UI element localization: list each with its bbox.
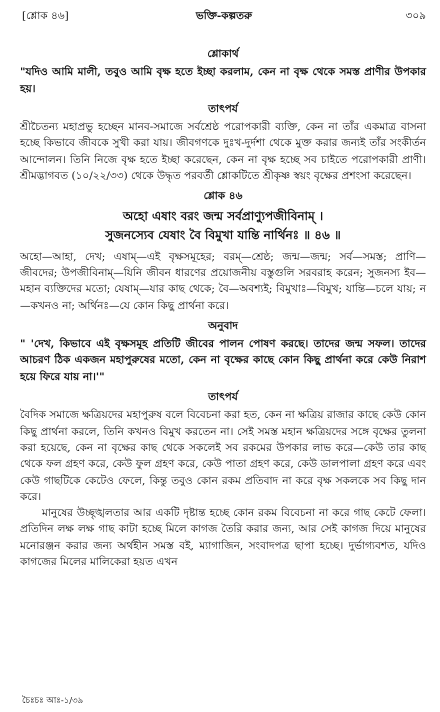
purport-heading: তাৎপর্য bbox=[208, 102, 238, 115]
page-number: ৩০৯ bbox=[405, 10, 426, 22]
translation-text: "যদিও আমি মালী, তবুও আমি বৃক্ষ হতে ইচ্ছা করলাম, কেন না বৃক্ষ থেকে সমস্ত প্রাণীর উপকার হয়। bbox=[20, 66, 426, 95]
header-chapter-title: ভক্তি-কল্পতরু bbox=[195, 10, 253, 22]
word-synonyms: অহো—আহা, দেখ; এষাম্—এই বৃক্ষসমূহের; বরম্—শ্রেষ্ঠ; জন্ম—জন্ম; সর্ব—সমস্ত; প্রাণি—জীবদের; উপজীবিনাম্—যিনি জীবন ধারণের প্রয়োজনীয় বস্তুগুলি সরবরাহ করেন; সুজনস্য ইব—মহান ব্যক্তিদের মতো; যেষাম্—যার কাছ থেকে; বৈ—অবশ্যই; বিমুখাঃ—বিমুখ; যান্তি—চলে যায়; ন—কখনও না; অর্থিনঃ—যে কোন কিছু প্রার্থনা করে। bbox=[20, 250, 426, 312]
purport-text: শ্রীচৈতন্য মহাপ্রভু হচ্ছেন মানব-সমাজে সর্বশ্রেষ্ঠ পরোপকারী ব্যক্তি, কেন না তাঁর একমাত্র বাসনা হচ্ছে কিভাবে জীবকে সুখী করা যায়। জীবগণকে দুঃখ-দুর্দশা থেকে মুক্ত করার জন্যই তাঁর সংকীর্তন আন্দোলন। তিনি নিজে বৃক্ষ হতে ইচ্ছা করেছেন, কেন না বৃক্ষ হচ্ছে সব চাইতে পরোপকারী প্রাণী। শ্রীমদ্ভাগবত (১০/২২/৩৩) থেকে উদ্ধৃত পরবর্তী শ্লোকটিতে শ্রীকৃষ্ণ স্বয়ং বৃক্ষের প্রশংসা করেছেন। bbox=[20, 121, 426, 183]
verse-heading: শ্লোক ৪৬ bbox=[203, 190, 243, 203]
page-body bbox=[20, 46, 426, 570]
header-verse-ref: [শ্লোক ৪৬] bbox=[22, 10, 69, 22]
purport-paragraph-2: মানুষের উচ্ছৃঙ্খলতার আর একটি দৃষ্টান্ত হচ্ছে কোন রকম বিবেচনা না করে গাছ কেটে ফেলা। প্রতিদিন লক্ষ লক্ষ গাছ কাটা হচ্ছে মিলে কাগজ তৈরি করার জন্য, আর সেই কাগজ দিয়ে মানুষের মনোরঞ্জন করার জন্য অর্থহীন সমস্ত বই, ম্যাগাজিন, সংবাদপত্র ছাপা হচ্ছে। দুর্ভাগ্যবশত, যদিও কাগজের মিলের মালিকেরা হয়ত এখন bbox=[20, 507, 426, 569]
translation-heading-2: অনুবাদ bbox=[208, 319, 238, 332]
page-footer: চৈঃচঃ আঃ-১/৩৯ bbox=[22, 696, 84, 706]
purport-paragraph-1: বৈদিক সমাজে ক্ষত্রিয়দের মহাপুরুষ বলে বিবেচনা করা হত, কেন না ক্ষত্রিয় রাজার কাছে কেউ কোন কিছু প্রার্থনা করলে, তিনি কখনও বিমুখ করতেন না। সেই সমস্ত মহান ক্ষত্রিয়দের সঙ্গে বৃক্ষের তুলনা করা হয়েছে, কেন না বৃক্ষের কাছ থেকে সকলেই সব রকমের উপকার লাভ করে—কেউ তার কাছ থেকে ফল গ্রহণ করে, কেউ ফুল গ্রহণ করে, কেউ পাতা গ্রহণ করে, কেউ ডালপালা গ্রহণ করে এবং কেউ গাছটিকে কেটেও ফেলে, কিন্তু তবুও কোন রকম প্রতিবাদ না করে বৃক্ষ সকলকে সব কিছু দান করে। bbox=[20, 409, 426, 503]
translation-text-2: " 'দেখ, কিভাবে এই বৃক্ষসমূহ প্রতিটি জীবের পালন পোষণ করছে। তাদের জন্ম সফল। তাদের আচরণ ঠিক একজন মহাপুরুষের মতো, কেন না বৃক্ষের কাছে কোন কিছু প্রার্থনা করে কেউ নিরাশ হয়ে ফিরে যায় না।'" bbox=[20, 338, 426, 383]
purport-heading-2: তাৎপর্য bbox=[208, 391, 238, 404]
verse-line-2: সুজনস্যেব যেষাং বৈ বিমুখা যান্তি নার্থিনঃ ॥ ৪৬ ॥ bbox=[105, 227, 341, 242]
verse-line-1: অহো এষাং বরং জন্ম সর্বপ্রাণ্যুপজীবিনাম্ । bbox=[122, 208, 324, 223]
running-header bbox=[22, 8, 426, 24]
translation-heading: শ্লোকার্থ bbox=[207, 48, 239, 60]
